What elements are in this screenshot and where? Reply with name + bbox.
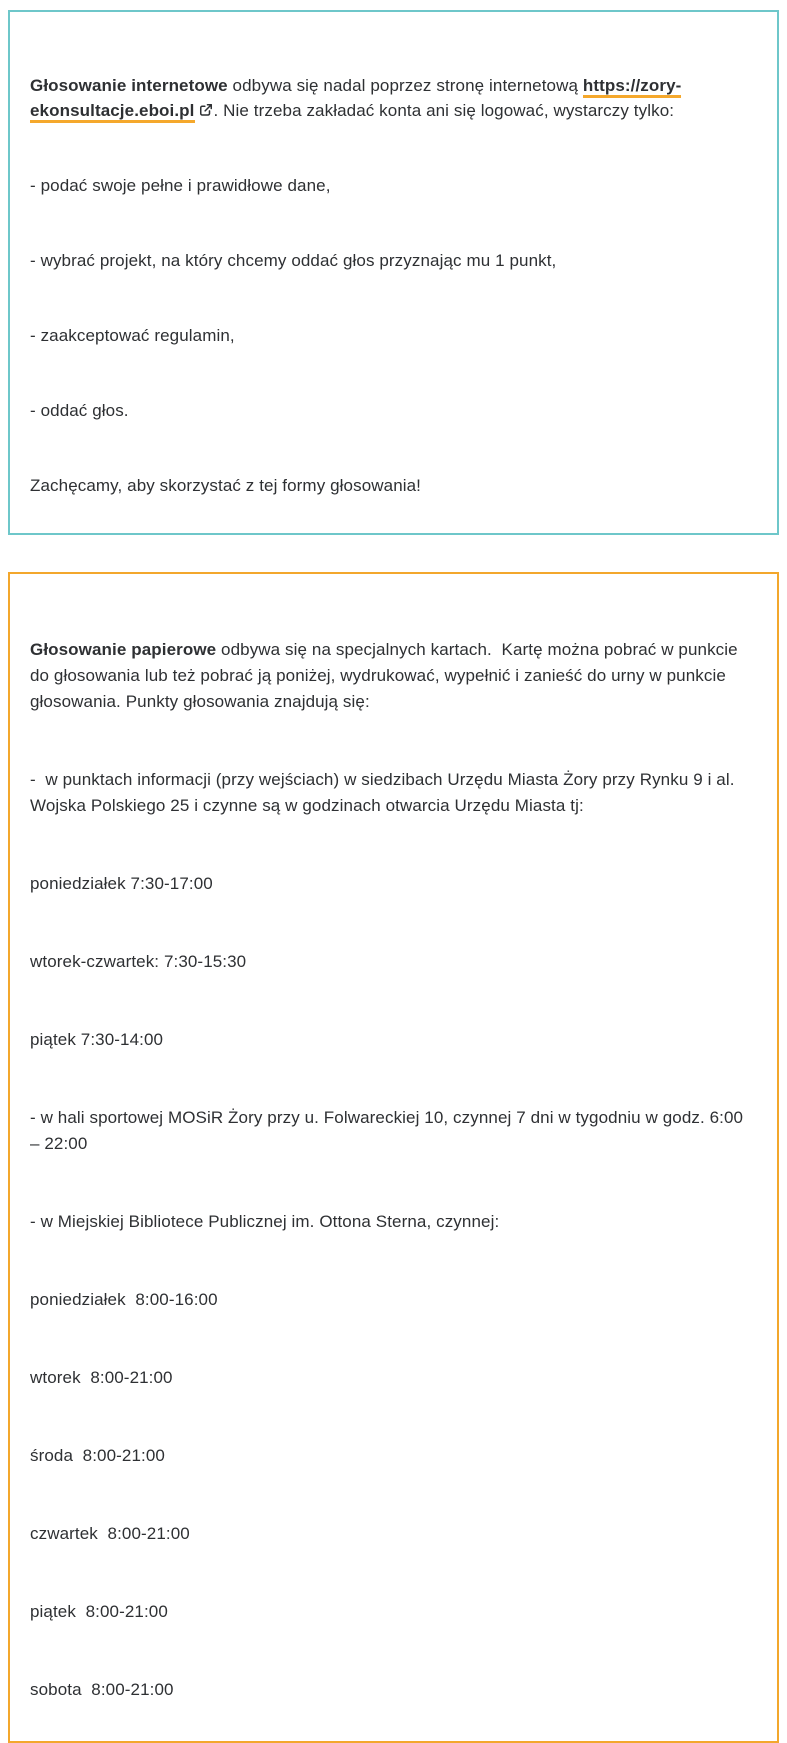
paper-voting-intro (30, 637, 757, 715)
paper-voting-heading: Głosowanie papierowe (30, 640, 217, 659)
internet-voting-step: - wybrać projekt, na który chcemy oddać głos przyznając mu 1 punkt, (30, 251, 557, 270)
opening-hours: czwartek 8:00-21:00 (30, 1524, 190, 1543)
opening-hours: piątek 8:00-21:00 (30, 1602, 168, 1621)
internet-voting-step: - podać swoje pełne i prawidłowe dane, (30, 176, 331, 195)
internet-voting-step: - zaakceptować regulamin, (30, 326, 235, 345)
opening-hours: środa 8:00-21:00 (30, 1446, 165, 1465)
opening-hours: poniedziałek 7:30-17:00 (30, 874, 213, 893)
opening-hours: sobota 8:00-21:00 (30, 1680, 174, 1699)
opening-hours: piątek 7:30-14:00 (30, 1030, 164, 1049)
internet-voting-heading: Głosowanie internetowe (30, 76, 228, 95)
paper-voting-location: - w punktach informacji (przy wejściach) w siedzibach Urzędu Miasta Żory przy Rynku 9 i al. Wojska Polskiego 25 i czynne są w godzinach otwarcia Urzędu Miasta tj: (30, 770, 740, 815)
ekonsultacje-link[interactable]: https://zory-ekonsultacje.eboi.pl (30, 76, 681, 123)
internet-voting-intro (30, 73, 757, 123)
internet-voting-intro-text: odbywa się nadal poprzez stronę internetową (227, 76, 583, 95)
paper-voting-intro-text: odbywa się na specjalnych kartach. Kartę można pobrać w punkcie do głosowania lub też pobrać ją poniżej, wydrukować, wypełnić i zanieść do urny w punkcie głosowania. Punkty głosowania znajdują się: (30, 640, 743, 711)
paper-voting-location: - w Miejskiej Bibliotece Publicznej im. Ottona Sterna, czynnej: (30, 1212, 500, 1231)
internet-voting-outro: Zachęcamy, aby skorzystać z tej formy głosowania! (30, 476, 422, 495)
paper-voting-location: - w hali sportowej MOSiR Żory przy u. Folwareckiej 10, czynnej 7 dni w tygodniu w godz. 6:00 – 22:00 (30, 1108, 748, 1153)
internet-voting-intro-tail: . Nie trzeba zakładać konta ani się logować, wystarczy tylko: (213, 101, 675, 120)
internet-voting-box (8, 10, 779, 535)
opening-hours: wtorek-czwartek: 7:30-15:30 (30, 952, 247, 971)
external-link-icon (199, 98, 213, 123)
internet-voting-step: - oddać głos. (30, 401, 129, 420)
opening-hours: poniedziałek 8:00-16:00 (30, 1290, 218, 1309)
opening-hours: wtorek 8:00-21:00 (30, 1368, 173, 1387)
paper-voting-box (8, 572, 779, 1743)
